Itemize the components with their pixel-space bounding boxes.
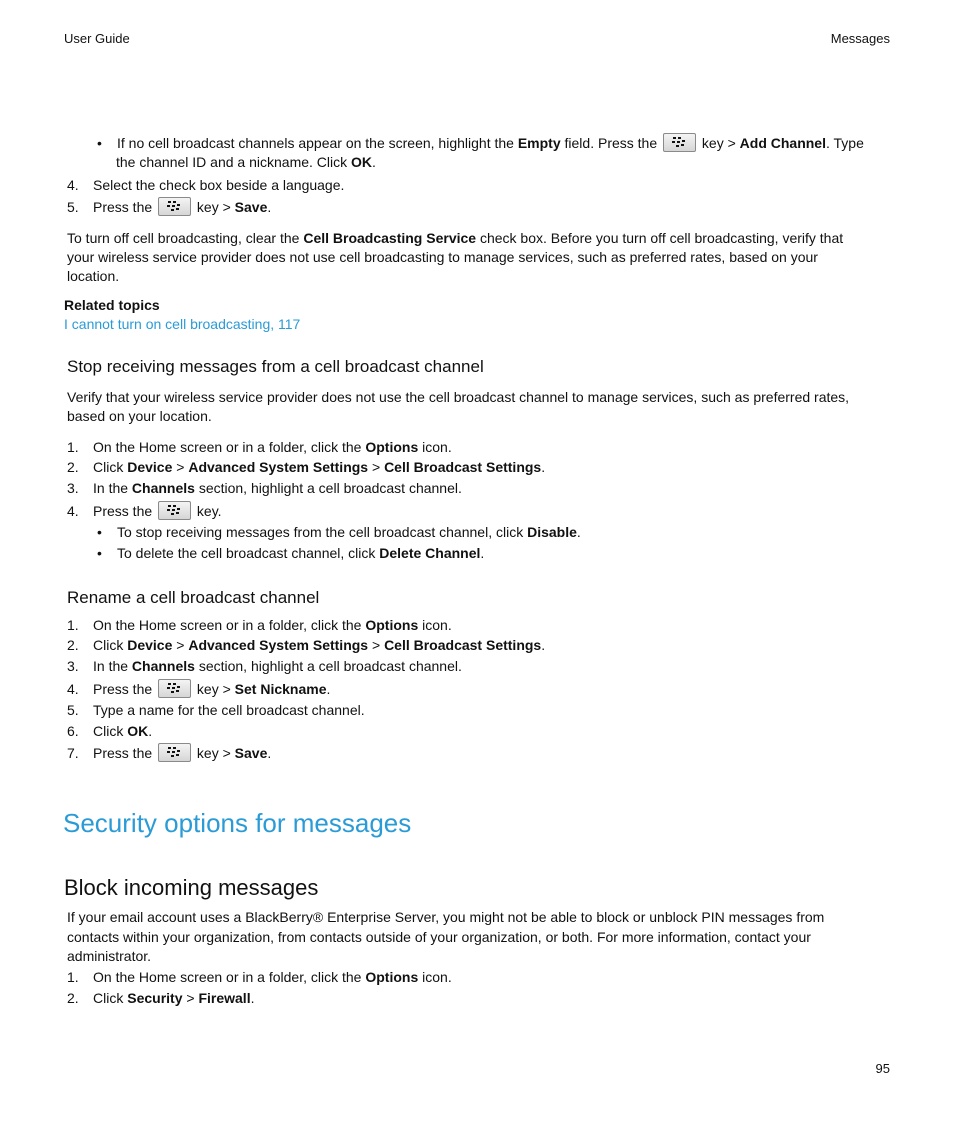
block-para-line3: administrator. — [67, 948, 152, 964]
blackberry-menu-key-icon — [158, 197, 191, 216]
rename-step-6: 6. Click OK. — [67, 723, 153, 739]
header-right: Messages — [830, 31, 890, 46]
section-title-block: Block incoming messages — [64, 875, 319, 900]
page-number: 95 — [875, 1061, 890, 1076]
blackberry-menu-key-icon — [158, 679, 191, 698]
turn-off-line3: location. — [67, 268, 120, 284]
related-topic-link[interactable]: I cannot turn on cell broadcasting, 117 — [64, 316, 301, 332]
block-para-line2: contacts within your organization, from contacts outside of your organization, or both. For more information, contact your — [67, 929, 811, 945]
intro-step-4: 4. Select the check box beside a language. — [67, 177, 345, 193]
turn-off-line2: your wireless service provider does not use cell broadcasting to manage services, such as preferred rates, based on your — [67, 249, 818, 265]
block-step-2: 2. Click Security > Firewall. — [67, 990, 255, 1006]
blackberry-menu-key-icon — [158, 743, 191, 762]
rename-step-4: 4. Press the key > Set Nickname. — [67, 681, 331, 697]
rename-step-2: 2. Click Device > Advanced System Settings > Cell Broadcast Settings. — [67, 637, 546, 653]
stop-step-3: 3. In the Channels section, highlight a cell broadcast channel. — [67, 480, 462, 496]
stop-para-line2: based on your location. — [67, 408, 212, 424]
bullet-dot: • — [97, 524, 102, 540]
stop-para-line1: Verify that your wireless service provider does not use the cell broadcast channel to manage services, such as preferred rates, — [67, 389, 850, 405]
stop-step-2: 2. Click Device > Advanced System Settings > Cell Broadcast Settings. — [67, 459, 546, 475]
rename-step-1: 1. On the Home screen or in a folder, click the Options icon. — [67, 617, 452, 633]
blackberry-menu-key-icon — [158, 501, 191, 520]
stop-bullet-1: • To stop receiving messages from the cell broadcast channel, click Disable. — [97, 523, 581, 543]
stop-bullet-2: • To delete the cell broadcast channel, click Delete Channel. — [97, 544, 484, 564]
intro-bullet: • If no cell broadcast channels appear on the screen, highlight the Empty field. Press the key > Add Channel. Type — [97, 133, 864, 154]
section-title-rename: Rename a cell broadcast channel — [67, 588, 320, 607]
bullet-dot: • — [97, 545, 102, 561]
chapter-title: Security options for messages — [63, 808, 412, 838]
related-topics-heading: Related topics — [64, 297, 160, 313]
rename-step-3: 3. In the Channels section, highlight a cell broadcast channel. — [67, 658, 462, 674]
intro-step-5: 5. Press the key > Save. — [67, 199, 272, 215]
rename-step-7: 7. Press the key > Save. — [67, 745, 272, 761]
rename-step-5: 5. Type a name for the cell broadcast channel. — [67, 702, 365, 718]
blackberry-menu-key-icon — [663, 133, 696, 152]
header-left: User Guide — [64, 31, 130, 46]
bullet-dot: • — [97, 135, 102, 151]
stop-step-1: 1. On the Home screen or in a folder, click the Options icon. — [67, 439, 452, 455]
block-step-1: 1. On the Home screen or in a folder, click the Options icon. — [67, 969, 452, 985]
intro-bullet-line2: the channel ID and a nickname. Click OK. — [116, 154, 376, 170]
stop-step-4: 4. Press the key. — [67, 503, 222, 519]
section-title-stop: Stop receiving messages from a cell broadcast channel — [67, 357, 484, 376]
turn-off-line1: To turn off cell broadcasting, clear the Cell Broadcasting Service check box. Before you turn off cell broadcasting, verify that — [67, 230, 844, 246]
block-para-line1: If your email account uses a BlackBerry® Enterprise Server, you might not be able to block or unblock PIN messages from — [67, 909, 825, 925]
